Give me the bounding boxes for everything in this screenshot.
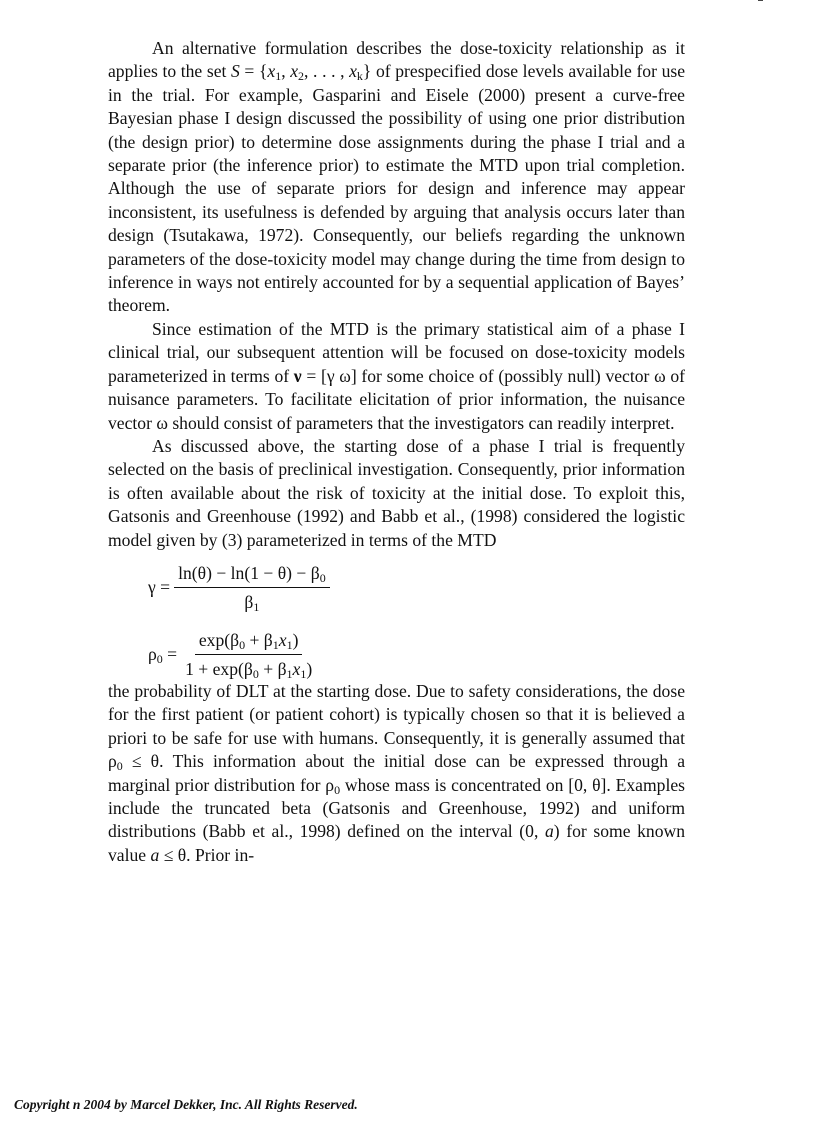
math-sub: 1 (286, 666, 293, 681)
math-run: β (244, 591, 254, 612)
math-var: S (231, 61, 240, 82)
equation-lhs (148, 643, 177, 665)
text-run: ≤ θ. This information about the initial dose can be expressed through a marginal prior distribution for ρ (108, 751, 685, 795)
text-run: the probability of DLT at the starting dose. Due to safety considerations, the dose for the first patient (or patient cohort) is typically chosen so that it is believed a priori to be safe for use with humans. Consequently, it is generally assumed that ρ (108, 680, 685, 772)
math-sub: 0 (116, 759, 123, 774)
text-run: = { (239, 61, 268, 82)
fraction-numerator (174, 562, 330, 588)
math-sub: 0 (239, 637, 246, 652)
math-run: + β (258, 658, 287, 679)
fraction-denominator (240, 588, 263, 613)
page-body (108, 37, 685, 867)
math-var: a (544, 821, 554, 842)
math-sub: 0 (252, 666, 259, 681)
math-run: ρ (148, 644, 157, 665)
fraction-numerator (195, 629, 303, 655)
math-var: x (278, 629, 287, 650)
paragraph-dlt-probability (108, 680, 685, 867)
math-sub: 1 (275, 69, 282, 84)
math-sub: 1 (286, 637, 293, 652)
math-run: ln(θ) − ln(1 − θ) − β (178, 562, 320, 583)
text-run: Since estimation of the MTD is the primary statistical aim of a phase I clinical trial, our subsequent attention will be focused on dose-toxicity models parameterized in terms of (108, 318, 685, 386)
text-run: An alternative formulation describes the dose-toxicity relationship as it applies to the set (108, 38, 685, 82)
fraction (174, 562, 330, 613)
math-run: + β (245, 629, 273, 650)
text-run: = [γ ω] for some choice of (possibly null) vector ω of nuisance parameters. To facilitate elicitation of prior information, the nuisance vector ω should consist of parameters that the investigators can readily interpret. (108, 365, 686, 433)
math-var: x (267, 61, 276, 82)
text-run: , (281, 61, 291, 82)
math-run: 1 + exp(β (185, 658, 253, 679)
paragraph-starting-dose: As discussed above, the starting dose of a phase I trial is frequently selected on the basis of preclinical investigation. Consequently, prior information is often available about the risk of toxicity at the initial dose. To exploit this, Gatsonis and Greenhouse (1992) and Babb et al., (1998) considered the logistic model given by (3) parameterized in terms of the MTD (108, 435, 685, 550)
page-edge-mark (758, 0, 763, 1)
math-run: = (162, 644, 178, 665)
copyright-footer: Copyright n 2004 by Marcel Dekker, Inc. All Rights Reserved. (14, 1097, 358, 1112)
math-sub: 1 (272, 637, 279, 652)
text-run: ≤ θ. Prior in- (159, 844, 255, 865)
equation-rho (148, 629, 685, 680)
paragraph-mtd-estimation (108, 318, 685, 435)
math-var: a (150, 844, 160, 865)
text-run: ) for some known value (108, 821, 686, 865)
fraction-denominator (181, 655, 316, 680)
math-sub: 0 (319, 570, 326, 585)
math-var: x (349, 61, 357, 82)
fraction (181, 629, 316, 680)
math-sub: 0 (334, 782, 341, 797)
text-run: , . . . , (304, 61, 350, 82)
math-sub: 0 (156, 652, 163, 667)
math-run: exp(β (198, 629, 240, 650)
math-var: ν (293, 365, 302, 386)
math-sub: 1 (253, 599, 260, 614)
math-var: x (290, 61, 299, 82)
text-run: whose mass is concentrated on [0, θ]. Examples include the truncated beta (Gatsonis and Greenhouse, 1992) and uniform distributions (Babb et al., 1998) defined on the interval (0, (108, 774, 685, 842)
math-sub: k (356, 69, 363, 84)
math-sub: 1 (300, 666, 307, 681)
math-run: ) (306, 658, 313, 679)
math-sub: 2 (298, 69, 305, 84)
equation-lhs: γ = (148, 577, 171, 598)
equation-gamma (148, 562, 685, 613)
paragraph-dose-levels (108, 37, 685, 318)
math-run: ) (292, 629, 299, 650)
text-run: } of prespecified dose levels available for use in the trial. For example, Gasparini and Eisele (2000) present a curve-free Bayesian phase I design discussed the possibility of using one prior distribution (the design prior) to determine dose assignments during the phase I trial and a separate prior (the inference prior) to estimate the MTD upon trial completion. Although the use of separate priors for design and inference may appear inconsistent, its usefulness is defended by arguing that analysis occurs later than design (Tsutakawa, 1972). Consequently, our beliefs regarding the unknown parameters of the dose-toxicity model may change during the time from design to inference in ways not entirely accounted for by a sequential application of Bayes’ theorem. (108, 61, 686, 316)
math-var: x (292, 658, 301, 679)
